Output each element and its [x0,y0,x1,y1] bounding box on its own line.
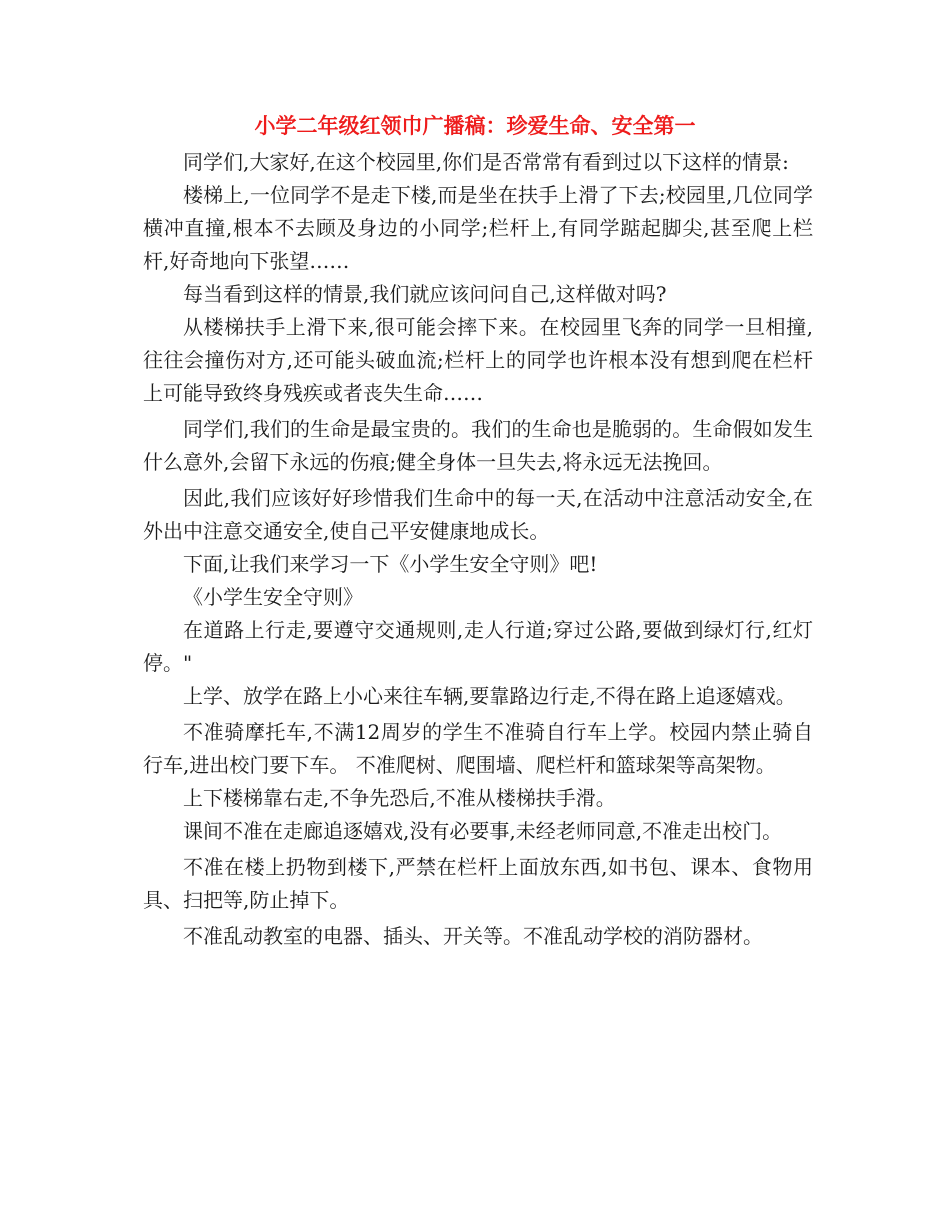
paragraph: 下面,让我们来学习一下《小学生安全守则》吧! [183,552,598,576]
paragraph: 不准在楼上扔物到楼下,严禁在栏杆上面放东西,如书包、课本、食物用具、扫把等,防止掉下。 [143,855,813,912]
rules-heading: 《小学生安全守则》 [183,585,363,609]
paragraph: 同学们,我们的生命是最宝贵的。我们的生命也是脆弱的。生命假如发生什么意外,会留下永远的伤痕;健全身体一旦失去,将永远无法挽回。 [143,417,813,474]
paragraph: 从楼梯扶手上滑下来,很可能会摔下来。在校园里飞奔的同学一旦相撞,往往会撞伤对方,还可能头破血流;栏杆上的同学也许根本没有想到爬在栏杆上可能导致终身残疾或者丧失生命…… [143,315,813,405]
paragraph: 因此,我们应该好好珍惜我们生命中的每一天,在活动中注意活动安全,在外出中注意交通安全,使自己平安健康地成长。 [143,486,813,543]
paragraph: 每当看到这样的情景,我们就应该问问自己,这样做对吗? [183,282,667,306]
paragraph: 同学们,大家好,在这个校园里,你们是否常常有看到过以下这样的情景: [183,150,789,174]
document-title: 小学二年级红领巾广播稿：珍爱生命、安全第一 [254,113,696,138]
paragraph: 上学、放学在路上小心来往车辆,要靠路边行走,不得在路上追逐嬉戏。 [183,684,796,708]
paragraph: 不准骑摩托车,不满12周岁的学生不准骑自行车上学。校园内禁止骑自行车,进出校门要下车。 不准爬树、爬围墙、爬栏杆和篮球架等高架物。 [143,720,813,777]
document-body [143,146,813,953]
paragraph: 不准乱动教室的电器、插头、开关等。不准乱动学校的消防器材。 [183,924,763,948]
paragraph: 课间不准在走廊追逐嬉戏,没有必要事,未经老师同意,不准走出校门。 [183,819,783,843]
paragraph: 上下楼梯靠右走,不争先恐后,不准从楼梯扶手滑。 [183,786,616,810]
paragraph: 楼梯上,一位同学不是走下楼,而是坐在扶手上滑了下去;校园里,几位同学横冲直撞,根本不去顾及身边的小同学;栏杆上,有同学踮起脚尖,甚至爬上栏杆,好奇地向下张望…… [143,183,813,273]
paragraph: 在道路上行走,要遵守交通规则,走人行道;穿过公路,要做到绿灯行,红灯停。" [143,618,813,675]
